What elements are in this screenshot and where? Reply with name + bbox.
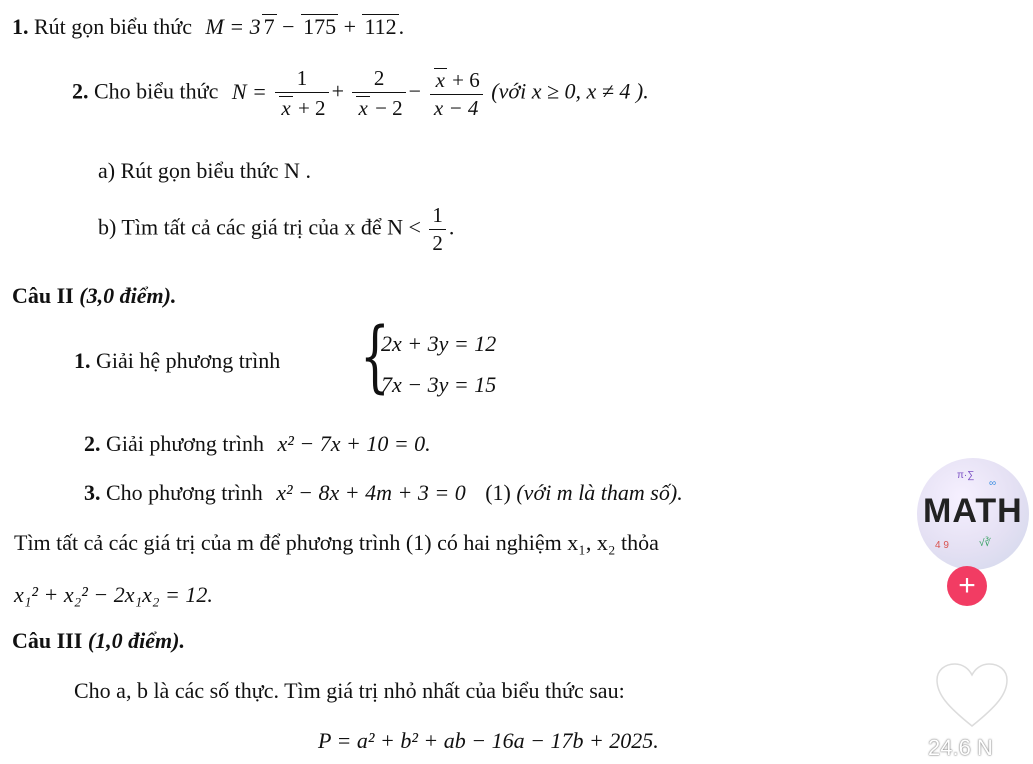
cau-iii-expression: P = a² + b² + ab − 16a − 17b + 2025. [318,728,659,753]
s3-line [84,482,683,504]
fraction-1-den-rest: + 2 [292,96,326,120]
doodle-icon: ∞ [989,478,997,489]
fraction-1-den [275,93,328,119]
cau-iii-title: Câu III [12,628,83,653]
fraction-3-den: x − 4 [433,96,479,120]
like-count: 24.6 N [928,735,993,760]
fraction-2-den-rest: − 2 [369,96,403,120]
q1-expression [205,14,404,39]
math-sticker-word: MATH [923,492,1023,530]
q2a-line: a) Rút gọn biểu thức N . [98,158,311,183]
sqrt-x [356,96,369,119]
section-heading-cau-iii [12,630,185,652]
heart-icon[interactable] [935,662,1009,728]
cau-ii-title: Câu II [12,283,74,308]
sqrt-112 [362,14,398,38]
s2-equation: x² − 7x + 10 = 0. [277,431,431,456]
sqrt-x [279,96,292,119]
fraction-3 [430,68,483,119]
math-sticker-icon[interactable] [917,458,1029,570]
fraction-1-num: 1 [275,68,328,93]
sqrt-x [434,68,447,91]
fraction-3-num [430,68,483,95]
sqrt-7 [262,14,277,38]
s1-text: Giải hệ phương trình [96,348,281,373]
rad-x: x [358,96,368,120]
q2b-text: b) Tìm tất cả các giá trị của x để N < [98,214,421,240]
s3-text: Cho phương trình [106,480,263,505]
q1-op2: + [338,14,362,39]
q1-lhs: M = 3 [205,14,261,39]
s2-text: Giải phương trình [106,431,264,456]
s2-label: 2. [84,431,101,456]
follow-plus-button[interactable]: + [947,566,987,606]
q2b-line: b) Tìm tất cả các giá trị của x để N < $\frac{1}{2}$ . [98,203,455,255]
rad-7: 7 [263,14,275,39]
q1-text: Rút gọn biểu thức [34,14,192,39]
s3-equation: x² − 8x + 4m + 3 = 0 [276,480,466,505]
system-eq1: 2x + 3y = 12 [381,331,497,356]
q2-text: Cho biểu thức [94,78,219,104]
fraction-2-den [352,93,405,119]
s3-line3: x₁² + x₂² − 2x₁x₂ = 12. [14,582,213,607]
system-eq2: 7x − 3y = 15 [381,372,497,397]
cau-iii-points: (1,0 điểm). [87,628,185,653]
s2-line [84,433,431,455]
fraction-1 [275,68,328,119]
fraction-3-num-rest: + 6 [446,68,480,92]
section-heading-cau-ii [12,285,176,307]
cau-iii-text: Cho a, b là các số thực. Tìm giá trị nhỏ nhất của biểu thức sau: [74,678,625,703]
sqrt-175 [301,14,338,38]
q2-label: 2. [72,78,89,104]
q1-label: 1. [12,14,29,39]
rad-x: x [435,68,445,92]
s3-label: 3. [84,480,101,505]
system-brace: { [360,312,390,402]
cau-ii-points: (3,0 điểm). [79,283,177,308]
q2-line: 2. Cho biểu thức N = $\frac{1}{x + 2}$ + $\frac{2}{x - 2}$ − $\frac{x + 6}{x - 4}$ (với x ≥ 0, x ≠ 4 ). [72,66,649,120]
q1-line [12,14,404,38]
fraction-half [429,205,446,254]
s3-line2: Tìm tất cả các giá trị của m để phương trình (1) có hai nghiệm x₁, x₂ thỏa [14,530,659,555]
doodle-icon: π·∑ [957,470,975,481]
rad-x: x [281,96,291,120]
q2-condition: (với x ≥ 0, x ≠ 4 ). [491,78,649,104]
fraction-half-num: 1 [429,205,446,230]
q2-lhs: N = [231,78,267,104]
s1-label: 1. [74,348,91,373]
s3-tag: (1) [485,480,511,505]
doodle-icon: 4 9 [935,540,949,551]
fraction-half-den: 2 [432,231,443,255]
doodle-icon: √∛ [979,538,991,549]
q1-end: . [398,14,405,39]
rad-112: 112 [364,14,397,39]
q1-op1: − [276,14,301,39]
s1-line [74,350,280,372]
fraction-2-num: 2 [352,68,405,93]
rad-175: 175 [303,14,337,39]
s3-note: (với m là tham số). [516,480,683,505]
fraction-2 [352,68,405,119]
